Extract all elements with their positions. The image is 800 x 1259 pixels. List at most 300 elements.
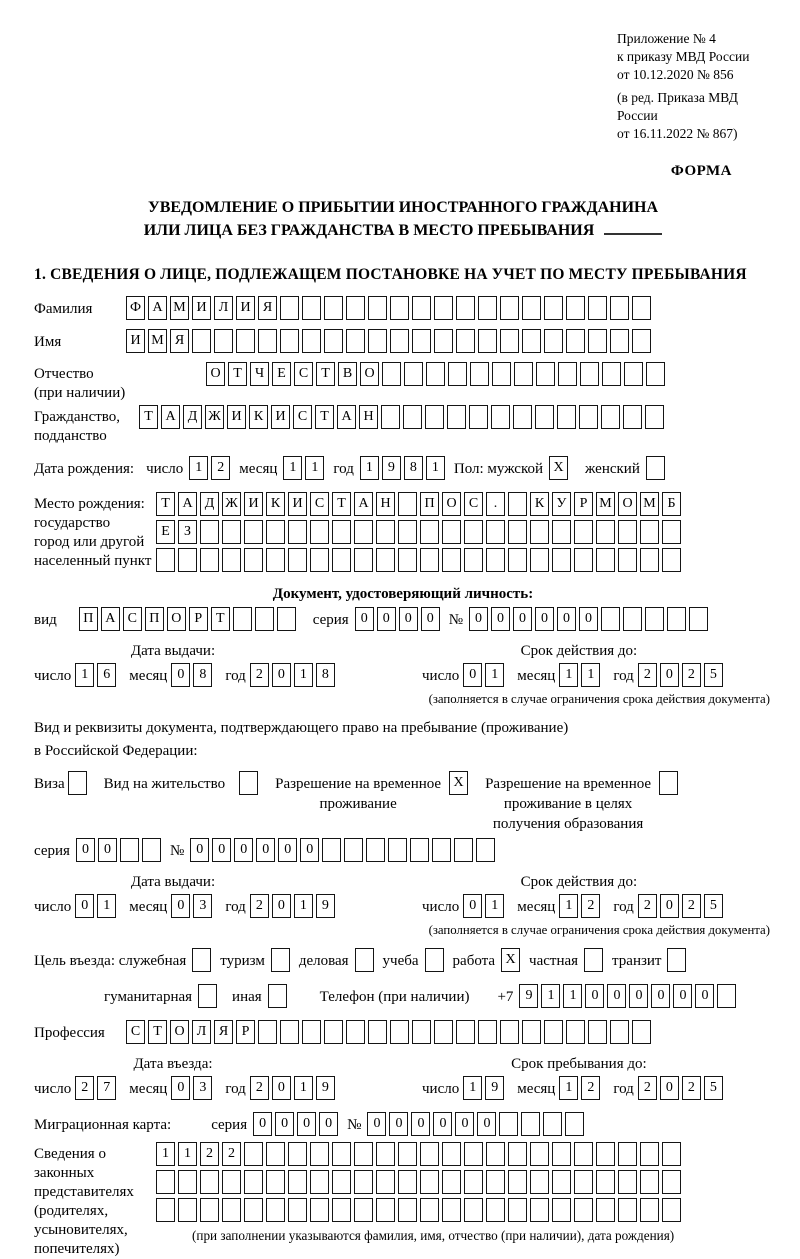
migr_number-cell[interactable] (521, 1112, 540, 1136)
citizenship-cell[interactable] (579, 405, 598, 429)
repr_row2-cell[interactable] (530, 1170, 549, 1194)
cb_official-cell[interactable] (192, 948, 211, 972)
patronymic-cell[interactable] (404, 362, 423, 386)
repr_row1-cell[interactable] (310, 1142, 329, 1166)
repr_row2-cell[interactable] (200, 1170, 219, 1194)
repr_row3-cell[interactable] (618, 1198, 637, 1222)
birthplace_row2-cell[interactable] (596, 520, 615, 544)
doc_number-cell[interactable]: 0 (469, 607, 488, 631)
first_name-cell[interactable] (632, 329, 651, 353)
first_name-cell[interactable]: И (126, 329, 145, 353)
doc_valid_year-cell[interactable]: 5 (704, 663, 723, 687)
patronymic-cell[interactable]: О (360, 362, 379, 386)
first_name-cell[interactable] (566, 329, 585, 353)
stay_year-cell[interactable]: 2 (682, 1076, 701, 1100)
surname-cell[interactable] (610, 296, 629, 320)
migr_series-cell[interactable]: 0 (275, 1112, 294, 1136)
citizenship-cell[interactable] (381, 405, 400, 429)
first_name-cell[interactable] (280, 329, 299, 353)
surname-cell[interactable] (390, 296, 409, 320)
repr_row3-cell[interactable] (376, 1198, 395, 1222)
citizenship-cell[interactable]: Н (359, 405, 378, 429)
repr_row3-cell[interactable] (244, 1198, 263, 1222)
patronymic-cell[interactable] (382, 362, 401, 386)
stay_day-cell[interactable]: 1 (463, 1076, 482, 1100)
profession-cell[interactable] (280, 1020, 299, 1044)
repr_row2-cell[interactable] (486, 1170, 505, 1194)
birthplace_row1-cell[interactable]: Н (376, 492, 395, 516)
permit_number-cell[interactable]: 0 (234, 838, 253, 862)
doc_kind-cell[interactable] (255, 607, 274, 631)
repr_row3-cell[interactable] (662, 1198, 681, 1222)
permit_valid_year-cell[interactable]: 0 (660, 894, 679, 918)
repr_row1-cell[interactable] (288, 1142, 307, 1166)
repr_row3-cell[interactable] (486, 1198, 505, 1222)
birthplace_row1-cell[interactable]: О (618, 492, 637, 516)
birthplace_row2-cell[interactable] (354, 520, 373, 544)
first_name-cell[interactable] (346, 329, 365, 353)
doc_valid_month-cell[interactable]: 1 (581, 663, 600, 687)
repr_row3-cell[interactable] (530, 1198, 549, 1222)
phone-cell[interactable]: 0 (695, 984, 714, 1008)
repr_row3-cell[interactable] (552, 1198, 571, 1222)
birthplace_row3-cell[interactable] (288, 548, 307, 572)
entry_year-cell[interactable]: 2 (250, 1076, 269, 1100)
repr_row2-cell[interactable] (288, 1170, 307, 1194)
birthplace_row3-cell[interactable] (442, 548, 461, 572)
permit_number-cell[interactable] (322, 838, 341, 862)
repr_row3-cell[interactable] (200, 1198, 219, 1222)
repr_row2-cell[interactable] (222, 1170, 241, 1194)
repr_row1-cell[interactable] (486, 1142, 505, 1166)
profession-cell[interactable] (346, 1020, 365, 1044)
birthplace_row2-cell[interactable] (244, 520, 263, 544)
migr_number-cell[interactable]: 0 (455, 1112, 474, 1136)
profession-cell[interactable]: Т (148, 1020, 167, 1044)
permit_valid_year-cell[interactable]: 2 (638, 894, 657, 918)
citizenship-cell[interactable] (623, 405, 642, 429)
repr_row2-cell[interactable] (178, 1170, 197, 1194)
citizenship-cell[interactable]: Ж (205, 405, 224, 429)
profession-cell[interactable] (434, 1020, 453, 1044)
birthplace_row3-cell[interactable] (354, 548, 373, 572)
phone-cell[interactable]: 1 (541, 984, 560, 1008)
surname-cell[interactable]: Ф (126, 296, 145, 320)
birthplace_row3-cell[interactable] (178, 548, 197, 572)
entry_day-cell[interactable]: 7 (97, 1076, 116, 1100)
migr_number-cell[interactable]: 0 (477, 1112, 496, 1136)
doc_kind-cell[interactable]: Т (211, 607, 230, 631)
surname-cell[interactable] (500, 296, 519, 320)
repr_row2-cell[interactable] (310, 1170, 329, 1194)
doc_issue_year-cell[interactable]: 2 (250, 663, 269, 687)
permit_valid_day-cell[interactable]: 1 (485, 894, 504, 918)
birthplace_row3-cell[interactable] (398, 548, 417, 572)
repr_row1-cell[interactable] (596, 1142, 615, 1166)
permit_series-cell[interactable] (120, 838, 139, 862)
repr_row2-cell[interactable] (618, 1170, 637, 1194)
migr_series-cell[interactable]: 0 (319, 1112, 338, 1136)
birthplace_row1-cell[interactable]: С (310, 492, 329, 516)
repr_row2-cell[interactable] (376, 1170, 395, 1194)
birth_year-cell[interactable]: 1 (360, 456, 379, 480)
citizenship-cell[interactable]: Т (139, 405, 158, 429)
permit_series-cell[interactable] (142, 838, 161, 862)
profession-cell[interactable] (390, 1020, 409, 1044)
doc_kind-cell[interactable]: П (79, 607, 98, 631)
first_name-cell[interactable] (522, 329, 541, 353)
repr_row1-cell[interactable]: 2 (222, 1142, 241, 1166)
profession-cell[interactable] (456, 1020, 475, 1044)
surname-cell[interactable] (346, 296, 365, 320)
citizenship-cell[interactable]: И (271, 405, 290, 429)
birthplace_row2-cell[interactable] (376, 520, 395, 544)
permit_number-cell[interactable] (388, 838, 407, 862)
birthplace_row3-cell[interactable] (618, 548, 637, 572)
repr_row1-cell[interactable] (420, 1142, 439, 1166)
birthplace_row3-cell[interactable] (530, 548, 549, 572)
profession-cell[interactable]: Я (214, 1020, 233, 1044)
profession-cell[interactable] (544, 1020, 563, 1044)
profession-cell[interactable] (412, 1020, 431, 1044)
repr_row1-cell[interactable] (464, 1142, 483, 1166)
repr_row3-cell[interactable] (398, 1198, 417, 1222)
surname-cell[interactable] (456, 296, 475, 320)
permit_valid_month-cell[interactable]: 2 (581, 894, 600, 918)
repr_row3-cell[interactable] (574, 1198, 593, 1222)
doc_issue_year-cell[interactable]: 1 (294, 663, 313, 687)
doc_number-cell[interactable]: 0 (513, 607, 532, 631)
repr_row1-cell[interactable] (618, 1142, 637, 1166)
birthplace_row2-cell[interactable] (574, 520, 593, 544)
phone-cell[interactable]: 9 (519, 984, 538, 1008)
patronymic-cell[interactable] (536, 362, 555, 386)
birthplace_row2-cell[interactable] (310, 520, 329, 544)
repr_row1-cell[interactable]: 1 (178, 1142, 197, 1166)
birthplace_row1-cell[interactable]: П (420, 492, 439, 516)
cb_private-cell[interactable] (584, 948, 603, 972)
doc_kind-cell[interactable]: Р (189, 607, 208, 631)
first_name-cell[interactable] (368, 329, 387, 353)
birth_day-cell[interactable]: 1 (189, 456, 208, 480)
repr_row1-cell[interactable] (332, 1142, 351, 1166)
permit_issue_month-cell[interactable]: 0 (171, 894, 190, 918)
permit_valid_month-cell[interactable]: 1 (559, 894, 578, 918)
birthplace_row3-cell[interactable] (200, 548, 219, 572)
entry_year-cell[interactable]: 1 (294, 1076, 313, 1100)
citizenship-cell[interactable]: А (161, 405, 180, 429)
cb_visa-cell[interactable] (68, 771, 87, 795)
cb_vnzh-cell[interactable] (239, 771, 258, 795)
patronymic-cell[interactable]: Т (316, 362, 335, 386)
surname-cell[interactable] (588, 296, 607, 320)
doc_number-cell[interactable]: 0 (557, 607, 576, 631)
repr_row3-cell[interactable] (596, 1198, 615, 1222)
cb_rvp-cell[interactable]: X (449, 771, 468, 795)
profession-cell[interactable]: Л (192, 1020, 211, 1044)
repr_row1-cell[interactable] (662, 1142, 681, 1166)
birthplace_row1-cell[interactable]: И (288, 492, 307, 516)
profession-cell[interactable] (324, 1020, 343, 1044)
repr_row1-cell[interactable] (574, 1142, 593, 1166)
first_name-cell[interactable] (456, 329, 475, 353)
profession-cell[interactable] (258, 1020, 277, 1044)
birthplace_row3-cell[interactable] (508, 548, 527, 572)
patronymic-cell[interactable] (624, 362, 643, 386)
repr_row2-cell[interactable] (442, 1170, 461, 1194)
doc_number-cell[interactable]: 0 (491, 607, 510, 631)
birthplace_row3-cell[interactable] (156, 548, 175, 572)
cb_business-cell[interactable] (355, 948, 374, 972)
doc_kind-cell[interactable]: О (167, 607, 186, 631)
doc_number-cell[interactable] (645, 607, 664, 631)
birthplace_row1-cell[interactable] (398, 492, 417, 516)
birthplace_row2-cell[interactable] (266, 520, 285, 544)
birthplace_row2-cell[interactable] (530, 520, 549, 544)
first_name-cell[interactable] (214, 329, 233, 353)
patronymic-cell[interactable] (514, 362, 533, 386)
surname-cell[interactable]: Я (258, 296, 277, 320)
first_name-cell[interactable] (588, 329, 607, 353)
patronymic-cell[interactable]: Е (272, 362, 291, 386)
doc_issue_month-cell[interactable]: 0 (171, 663, 190, 687)
citizenship-cell[interactable] (425, 405, 444, 429)
profession-cell[interactable] (610, 1020, 629, 1044)
first_name-cell[interactable]: Я (170, 329, 189, 353)
profession-cell[interactable] (368, 1020, 387, 1044)
birth_year-cell[interactable]: 9 (382, 456, 401, 480)
surname-cell[interactable] (632, 296, 651, 320)
migr_number-cell[interactable] (499, 1112, 518, 1136)
birthplace_row1-cell[interactable]: А (178, 492, 197, 516)
birthplace_row1-cell[interactable]: С (464, 492, 483, 516)
citizenship-cell[interactable] (601, 405, 620, 429)
doc_number-cell[interactable] (667, 607, 686, 631)
first_name-cell[interactable] (324, 329, 343, 353)
permit_issue_year-cell[interactable]: 1 (294, 894, 313, 918)
permit_number-cell[interactable] (476, 838, 495, 862)
surname-cell[interactable]: И (236, 296, 255, 320)
doc_number-cell[interactable] (601, 607, 620, 631)
birthplace_row3-cell[interactable] (266, 548, 285, 572)
citizenship-cell[interactable] (469, 405, 488, 429)
first_name-cell[interactable] (302, 329, 321, 353)
birthplace_row3-cell[interactable] (310, 548, 329, 572)
profession-cell[interactable]: О (170, 1020, 189, 1044)
cb_female-cell[interactable] (646, 456, 665, 480)
doc_issue_year-cell[interactable]: 8 (316, 663, 335, 687)
doc_number-cell[interactable]: 0 (579, 607, 598, 631)
birthplace_row2-cell[interactable] (398, 520, 417, 544)
repr_row1-cell[interactable]: 2 (200, 1142, 219, 1166)
first_name-cell[interactable] (478, 329, 497, 353)
permit_issue_year-cell[interactable]: 0 (272, 894, 291, 918)
phone-cell[interactable]: 0 (585, 984, 604, 1008)
cb_transit-cell[interactable] (667, 948, 686, 972)
patronymic-cell[interactable]: С (294, 362, 313, 386)
first_name-cell[interactable] (258, 329, 277, 353)
permit_number-cell[interactable]: 0 (212, 838, 231, 862)
birthplace_row1-cell[interactable]: Т (156, 492, 175, 516)
doc_valid_month-cell[interactable]: 1 (559, 663, 578, 687)
entry_month-cell[interactable]: 0 (171, 1076, 190, 1100)
migr_series-cell[interactable]: 0 (297, 1112, 316, 1136)
birthplace_row1-cell[interactable]: Д (200, 492, 219, 516)
birth_day-cell[interactable]: 2 (211, 456, 230, 480)
permit_number-cell[interactable]: 0 (256, 838, 275, 862)
doc_kind-cell[interactable]: С (123, 607, 142, 631)
doc_kind-cell[interactable] (277, 607, 296, 631)
migr_number-cell[interactable]: 0 (411, 1112, 430, 1136)
repr_row3-cell[interactable] (332, 1198, 351, 1222)
repr_row3-cell[interactable] (266, 1198, 285, 1222)
permit_issue_day-cell[interactable]: 1 (97, 894, 116, 918)
doc_kind-cell[interactable]: А (101, 607, 120, 631)
repr_row3-cell[interactable] (156, 1198, 175, 1222)
permit_number-cell[interactable]: 0 (190, 838, 209, 862)
doc_number-cell[interactable] (689, 607, 708, 631)
birthplace_row2-cell[interactable] (200, 520, 219, 544)
birthplace_row1-cell[interactable]: Р (574, 492, 593, 516)
birthplace_row3-cell[interactable] (486, 548, 505, 572)
first_name-cell[interactable] (544, 329, 563, 353)
citizenship-cell[interactable] (535, 405, 554, 429)
citizenship-cell[interactable]: И (227, 405, 246, 429)
repr_row2-cell[interactable] (596, 1170, 615, 1194)
birthplace_row3-cell[interactable] (332, 548, 351, 572)
repr_row2-cell[interactable] (640, 1170, 659, 1194)
patronymic-cell[interactable]: В (338, 362, 357, 386)
birthplace_row1-cell[interactable]: М (640, 492, 659, 516)
repr_row2-cell[interactable] (332, 1170, 351, 1194)
repr_row2-cell[interactable] (398, 1170, 417, 1194)
profession-cell[interactable]: Р (236, 1020, 255, 1044)
birthplace_row1-cell[interactable]: У (552, 492, 571, 516)
citizenship-cell[interactable]: К (249, 405, 268, 429)
doc_valid_year-cell[interactable]: 2 (638, 663, 657, 687)
patronymic-cell[interactable]: Т (228, 362, 247, 386)
repr_row1-cell[interactable] (354, 1142, 373, 1166)
phone-cell[interactable]: 0 (607, 984, 626, 1008)
birthplace_row1-cell[interactable]: М (596, 492, 615, 516)
birthplace_row3-cell[interactable] (376, 548, 395, 572)
cb_rvp_edu-cell[interactable] (659, 771, 678, 795)
doc_issue_month-cell[interactable]: 8 (193, 663, 212, 687)
repr_row3-cell[interactable] (310, 1198, 329, 1222)
repr_row3-cell[interactable] (508, 1198, 527, 1222)
surname-cell[interactable]: Л (214, 296, 233, 320)
doc_series-cell[interactable]: 0 (377, 607, 396, 631)
repr_row1-cell[interactable] (640, 1142, 659, 1166)
repr_row2-cell[interactable] (266, 1170, 285, 1194)
repr_row1-cell[interactable]: 1 (156, 1142, 175, 1166)
birth_year-cell[interactable]: 1 (426, 456, 445, 480)
birthplace_row3-cell[interactable] (552, 548, 571, 572)
birthplace_row2-cell[interactable] (640, 520, 659, 544)
profession-cell[interactable] (632, 1020, 651, 1044)
stay_month-cell[interactable]: 2 (581, 1076, 600, 1100)
doc_issue_year-cell[interactable]: 0 (272, 663, 291, 687)
repr_row3-cell[interactable] (640, 1198, 659, 1222)
permit_number-cell[interactable] (366, 838, 385, 862)
doc_series-cell[interactable]: 0 (421, 607, 440, 631)
repr_row1-cell[interactable] (530, 1142, 549, 1166)
repr_row3-cell[interactable] (420, 1198, 439, 1222)
doc_valid_year-cell[interactable]: 2 (682, 663, 701, 687)
cb_humanitarian-cell[interactable] (198, 984, 217, 1008)
birthplace_row2-cell[interactable] (618, 520, 637, 544)
doc_series-cell[interactable]: 0 (399, 607, 418, 631)
birthplace_row1-cell[interactable]: Т (332, 492, 351, 516)
birthplace_row2-cell[interactable] (464, 520, 483, 544)
birthplace_row3-cell[interactable] (662, 548, 681, 572)
permit_valid_year-cell[interactable]: 5 (704, 894, 723, 918)
permit_number-cell[interactable] (410, 838, 429, 862)
citizenship-cell[interactable]: С (293, 405, 312, 429)
surname-cell[interactable] (302, 296, 321, 320)
birthplace_row3-cell[interactable] (420, 548, 439, 572)
surname-cell[interactable] (478, 296, 497, 320)
doc_valid_day-cell[interactable]: 1 (485, 663, 504, 687)
stay_year-cell[interactable]: 0 (660, 1076, 679, 1100)
permit_series-cell[interactable]: 0 (98, 838, 117, 862)
doc_number-cell[interactable]: 0 (535, 607, 554, 631)
birthplace_row1-cell[interactable] (508, 492, 527, 516)
surname-cell[interactable] (544, 296, 563, 320)
repr_row2-cell[interactable] (464, 1170, 483, 1194)
profession-cell[interactable] (478, 1020, 497, 1044)
permit_number-cell[interactable]: 0 (300, 838, 319, 862)
repr_row2-cell[interactable] (244, 1170, 263, 1194)
patronymic-cell[interactable]: О (206, 362, 225, 386)
birthplace_row2-cell[interactable] (288, 520, 307, 544)
doc_series-cell[interactable]: 0 (355, 607, 374, 631)
birthplace_row2-cell[interactable] (442, 520, 461, 544)
birthplace_row1-cell[interactable]: И (244, 492, 263, 516)
phone-cell[interactable]: 0 (651, 984, 670, 1008)
citizenship-cell[interactable] (513, 405, 532, 429)
permit_number-cell[interactable] (454, 838, 473, 862)
permit_valid_day-cell[interactable]: 0 (463, 894, 482, 918)
first_name-cell[interactable] (412, 329, 431, 353)
repr_row3-cell[interactable] (442, 1198, 461, 1222)
repr_row2-cell[interactable] (420, 1170, 439, 1194)
permit_number-cell[interactable]: 0 (278, 838, 297, 862)
birthplace_row1-cell[interactable]: Ж (222, 492, 241, 516)
birth_year-cell[interactable]: 8 (404, 456, 423, 480)
citizenship-cell[interactable] (403, 405, 422, 429)
surname-cell[interactable] (412, 296, 431, 320)
first_name-cell[interactable] (500, 329, 519, 353)
surname-cell[interactable] (280, 296, 299, 320)
repr_row1-cell[interactable] (266, 1142, 285, 1166)
profession-cell[interactable] (302, 1020, 321, 1044)
birth_month-cell[interactable]: 1 (305, 456, 324, 480)
citizenship-cell[interactable] (557, 405, 576, 429)
patronymic-cell[interactable] (470, 362, 489, 386)
birthplace_row1-cell[interactable]: . (486, 492, 505, 516)
birthplace_row2-cell[interactable] (222, 520, 241, 544)
birthplace_row3-cell[interactable] (574, 548, 593, 572)
doc_issue_day-cell[interactable]: 1 (75, 663, 94, 687)
phone-cell[interactable] (717, 984, 736, 1008)
birthplace_row2-cell[interactable] (332, 520, 351, 544)
migr_number-cell[interactable] (565, 1112, 584, 1136)
entry_year-cell[interactable]: 9 (316, 1076, 335, 1100)
migr_number-cell[interactable]: 0 (389, 1112, 408, 1136)
first_name-cell[interactable] (192, 329, 211, 353)
permit_issue_year-cell[interactable]: 2 (250, 894, 269, 918)
